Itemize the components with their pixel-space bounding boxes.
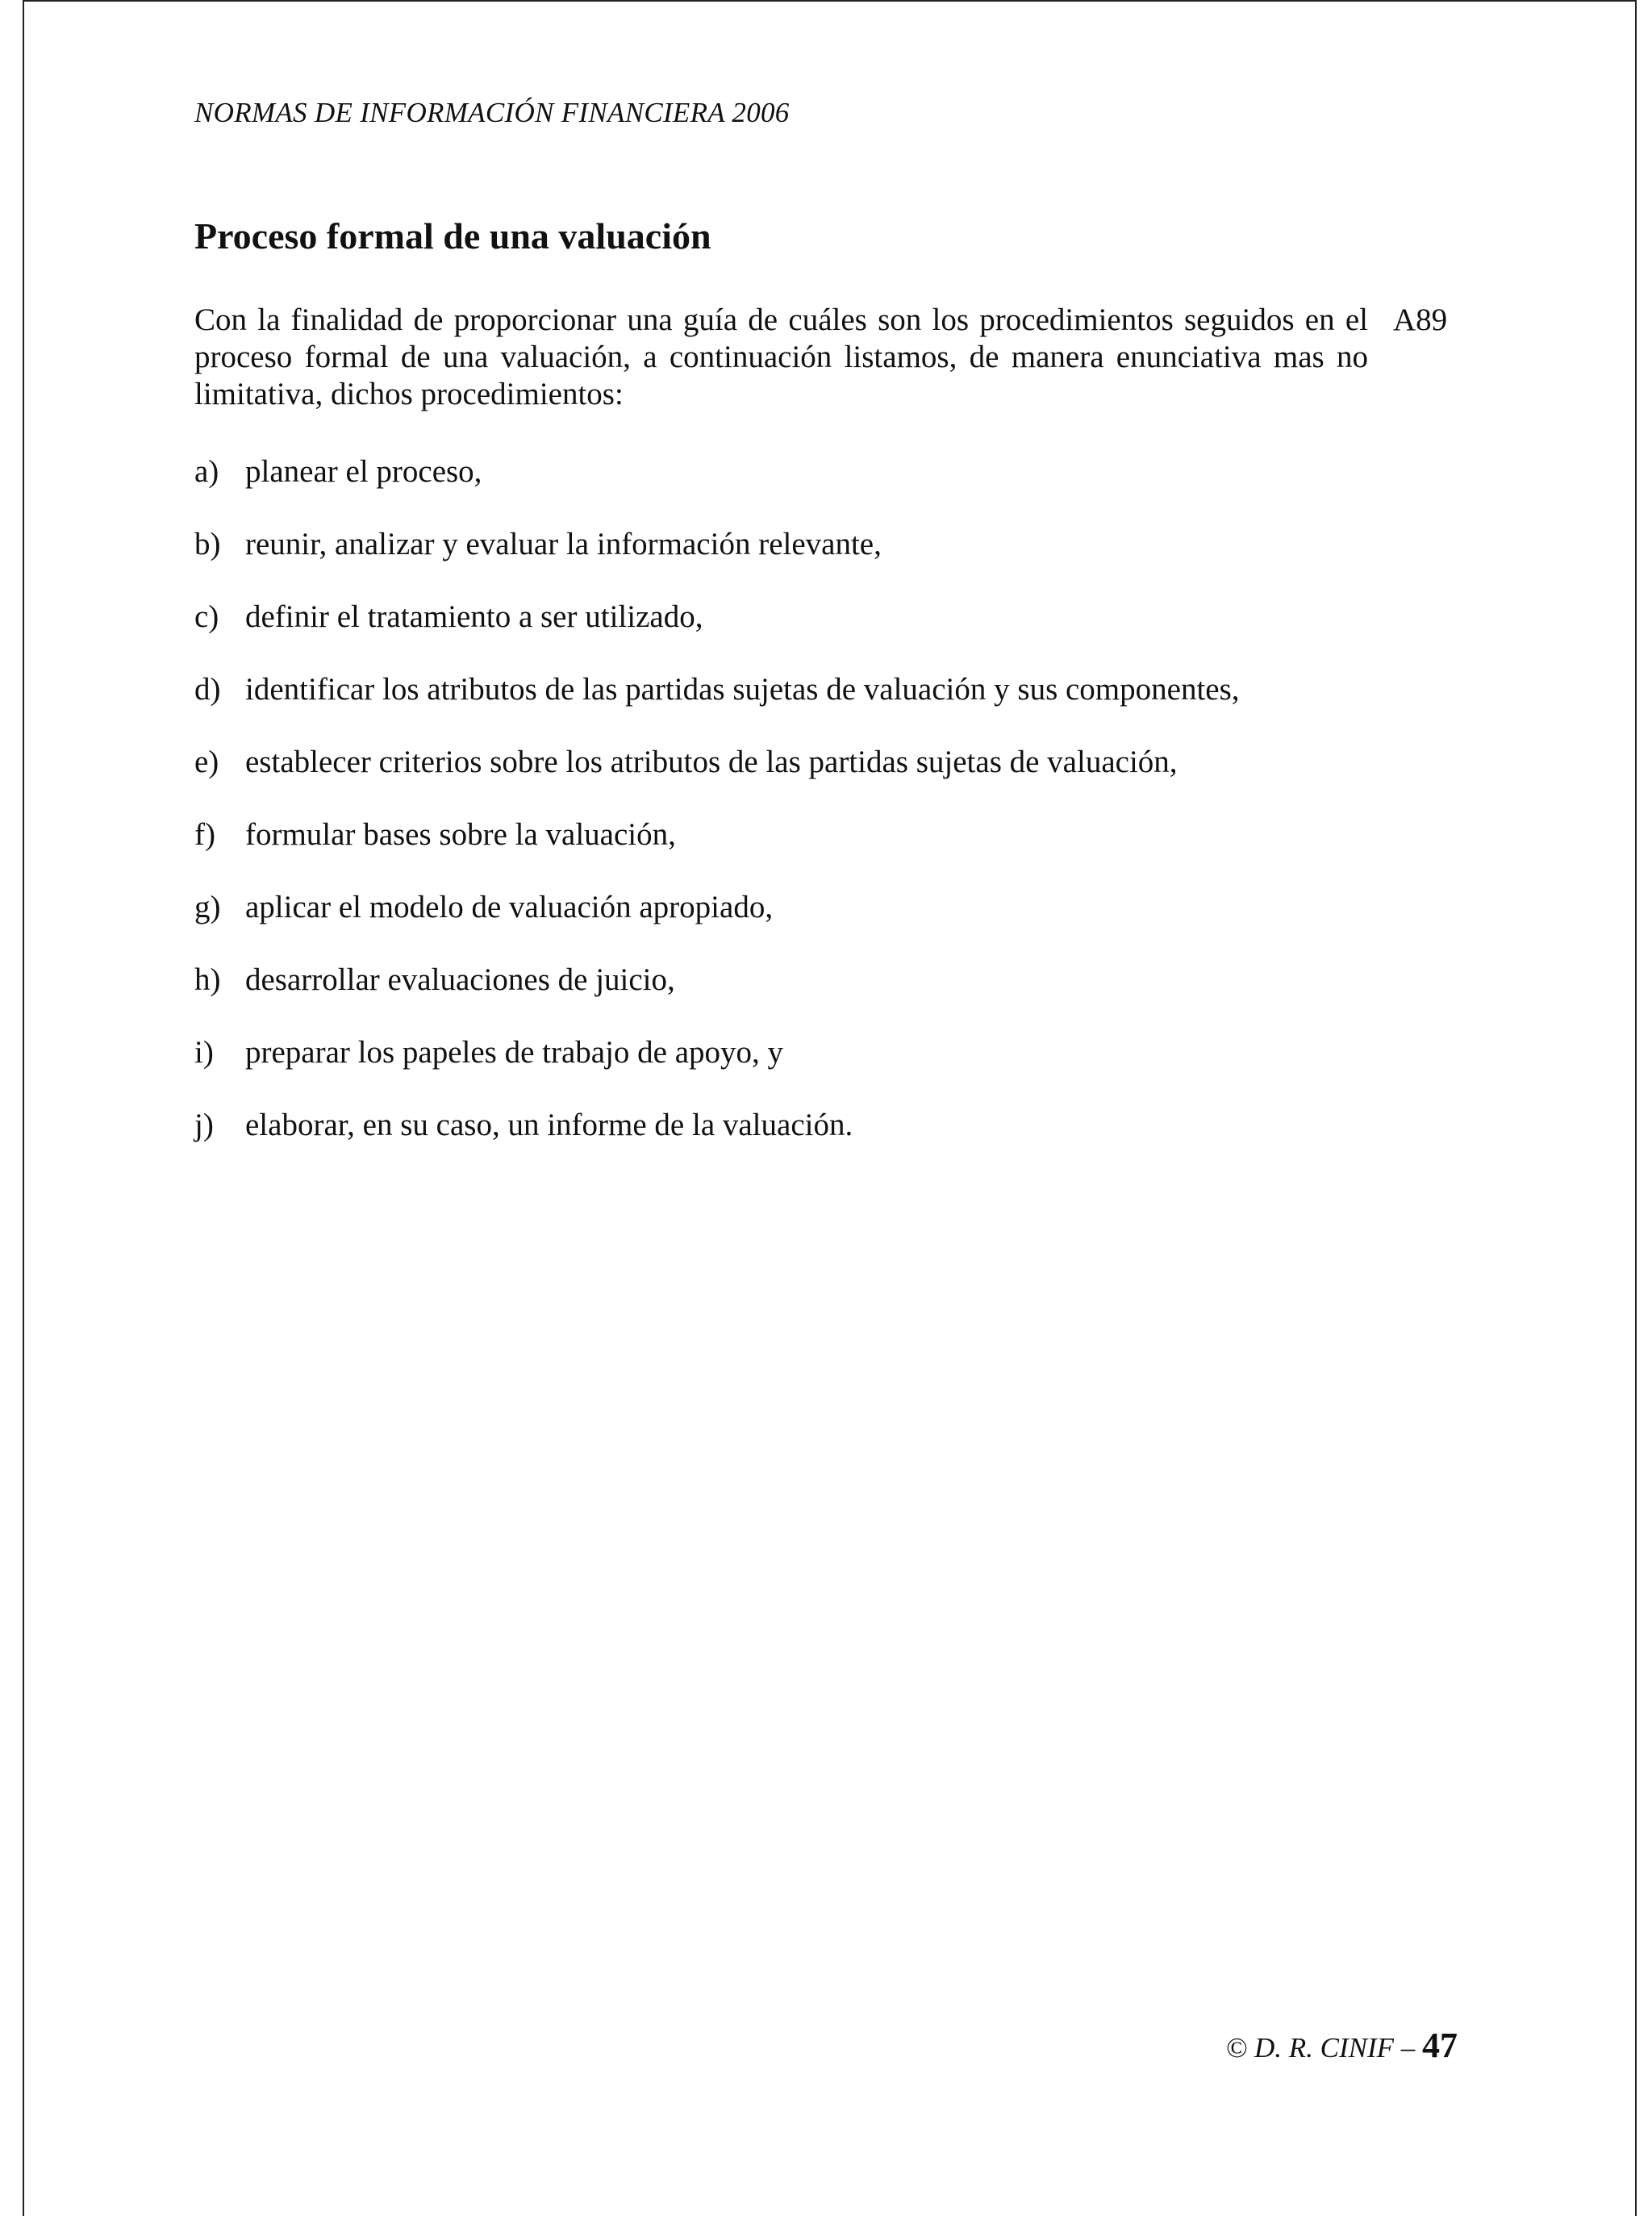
list-item-marker: e) xyxy=(194,745,219,779)
list-item-marker: i) xyxy=(194,1035,214,1070)
list-item-text: elaborar, en su caso, un informe de la valuación. xyxy=(245,1108,853,1142)
list-item xyxy=(194,671,1240,744)
list-item xyxy=(194,526,1240,599)
list-item-marker: c) xyxy=(194,599,219,634)
list-item-text: identificar los atributos de las partidas sujetas de valuación y sus componentes, xyxy=(245,672,1240,707)
list-item-marker: a) xyxy=(194,454,219,489)
running-header: NORMAS DE INFORMACIÓN FINANCIERA 2006 xyxy=(194,97,790,128)
list-item xyxy=(194,453,1240,526)
list-item-marker: h) xyxy=(194,962,221,997)
procedure-list xyxy=(194,453,1240,1179)
list-item-text: formular bases sobre la valuación, xyxy=(245,817,676,852)
list-item-text: reunir, analizar y evaluar la información relevante, xyxy=(245,527,882,561)
list-item xyxy=(194,599,1240,671)
list-item-marker: b) xyxy=(194,527,221,561)
list-item xyxy=(194,1034,1240,1107)
section-title: Proceso formal de una valuación xyxy=(194,215,711,257)
page-number: 47 xyxy=(1422,2026,1458,2065)
list-item xyxy=(194,1107,1240,1179)
list-item xyxy=(194,962,1240,1034)
paragraph-number: A89 xyxy=(1393,303,1448,337)
list-item-marker: f) xyxy=(194,817,215,852)
intro-paragraph: Con la finalidad de proporcionar una guía de cuáles son los procedimientos seguidos en el proceso formal de una valuación, a continuación listamos, de manera enunciativa mas no limitativa, dichos procedimientos: xyxy=(194,303,1368,411)
list-item-marker: g) xyxy=(194,890,221,924)
list-item-text: preparar los papeles de trabajo de apoyo, y xyxy=(245,1035,784,1070)
list-item-marker: j) xyxy=(194,1108,214,1142)
footer-copyright: © D. R. CINIF xyxy=(1225,2032,1394,2064)
page-footer xyxy=(1226,2025,1458,2066)
list-item-text: definir el tratamiento a ser utilizado, xyxy=(245,599,703,634)
list-item xyxy=(194,744,1240,816)
list-item xyxy=(194,816,1240,889)
list-item-text: planear el proceso, xyxy=(245,454,482,489)
list-item-text: establecer criterios sobre los atributos de las partidas sujetas de valuación, xyxy=(245,745,1178,779)
footer-separator: – xyxy=(1394,2032,1422,2064)
list-item-text: desarrollar evaluaciones de juicio, xyxy=(245,962,675,997)
list-item-marker: d) xyxy=(194,672,221,707)
list-item xyxy=(194,889,1240,962)
list-item-text: aplicar el modelo de valuación apropiado, xyxy=(245,890,774,924)
